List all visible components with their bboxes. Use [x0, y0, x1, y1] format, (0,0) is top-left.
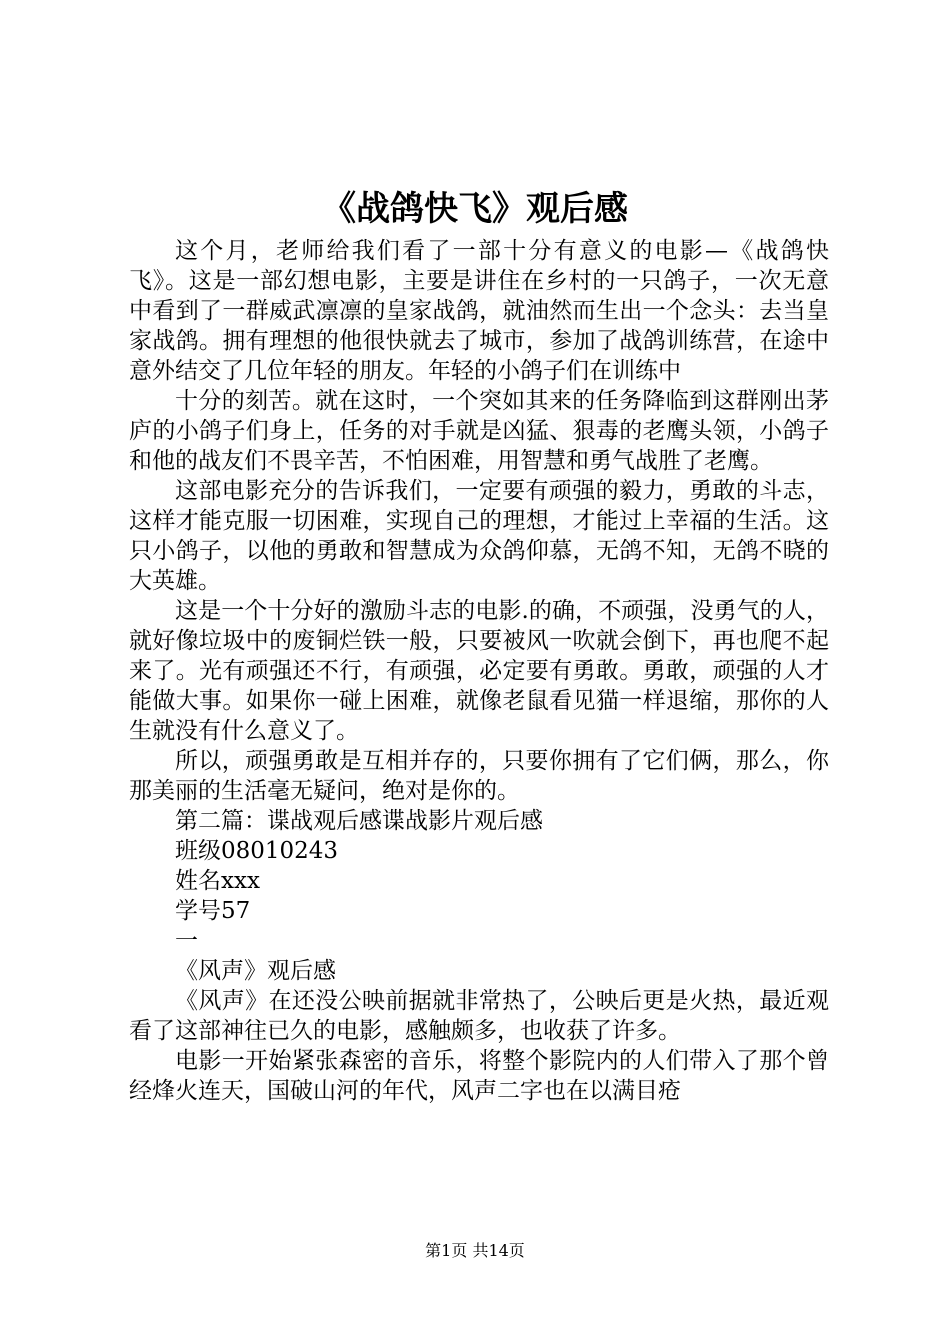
body-paragraph: 这个月，老师给我们看了一部十分有意义的电影—《战鸽快飞》。这是一部幻想电影，主要是讲住在乡村的一只鸽子，一次无意中看到了一群威武凛凛的皇家战鸽，就油然而生出一个念头：去当皇家战鸽。拥有理想的他很快就去了城市，参加了战鸽训练营，在途中意外结交了几位年轻的朋友。年轻的小鸽子们在训练中: [129, 238, 829, 384]
body-paragraph: 电影一开始紧张森密的音乐，将整个影院内的人们带入了那个曾经烽火连天，国破山河的年代，风声二字也在以满目疮: [129, 1048, 829, 1104]
page-footer: 第1页 共14页: [425, 1241, 525, 1260]
subsection-title: 《风声》观后感: [175, 958, 336, 984]
class-line: 班级08010243: [175, 838, 339, 864]
document-body: [129, 236, 829, 1106]
section-heading: 第二篇：谍战观后感谍战影片观后感: [175, 808, 543, 834]
body-paragraph: 《风声》在还没公映前据就非常热了，公映后更是火热，最近观看了这部神往已久的电影，感触颇多，也收获了许多。: [129, 988, 829, 1044]
name-line: 姓名xxx: [175, 868, 260, 894]
document-title: 《战鸽快飞》观后感: [322, 189, 628, 229]
student-id-line: 学号57: [175, 898, 251, 924]
body-paragraph: 所以，顽强勇敢是互相并存的，只要你拥有了它们俩，那么，你那美丽的生活毫无疑问，绝对是你的。: [129, 748, 829, 804]
body-paragraph: 十分的刻苦。就在这时，一个突如其来的任务降临到这群刚出茅庐的小鸽子们身上，任务的对手就是凶猛、狠毒的老鹰头领，小鸽子和他的战友们不畏辛苦，不怕困难，用智慧和勇气战胜了老鹰。: [129, 388, 829, 474]
body-paragraph: 这部电影充分的告诉我们，一定要有顽强的毅力，勇敢的斗志，这样才能克服一切困难，实现自己的理想，才能过上幸福的生活。这只小鸽子，以他的勇敢和智慧成为众鸽仰慕，无鸽不知，无鸽不晓的大英雄。: [129, 478, 829, 594]
body-paragraph: 这是一个十分好的激励斗志的电影.的确，不顽强，没勇气的人，就好像垃圾中的废铜烂铁一般，只要被风一吹就会倒下，再也爬不起来了。光有顽强还不行，有顽强，必定要有勇敢。勇敢，顽强的人才能做大事。如果你一碰上困难，就像老鼠看见猫一样退缩，那你的人生就没有什么意义了。: [129, 598, 829, 744]
section-number: 一: [175, 928, 198, 954]
